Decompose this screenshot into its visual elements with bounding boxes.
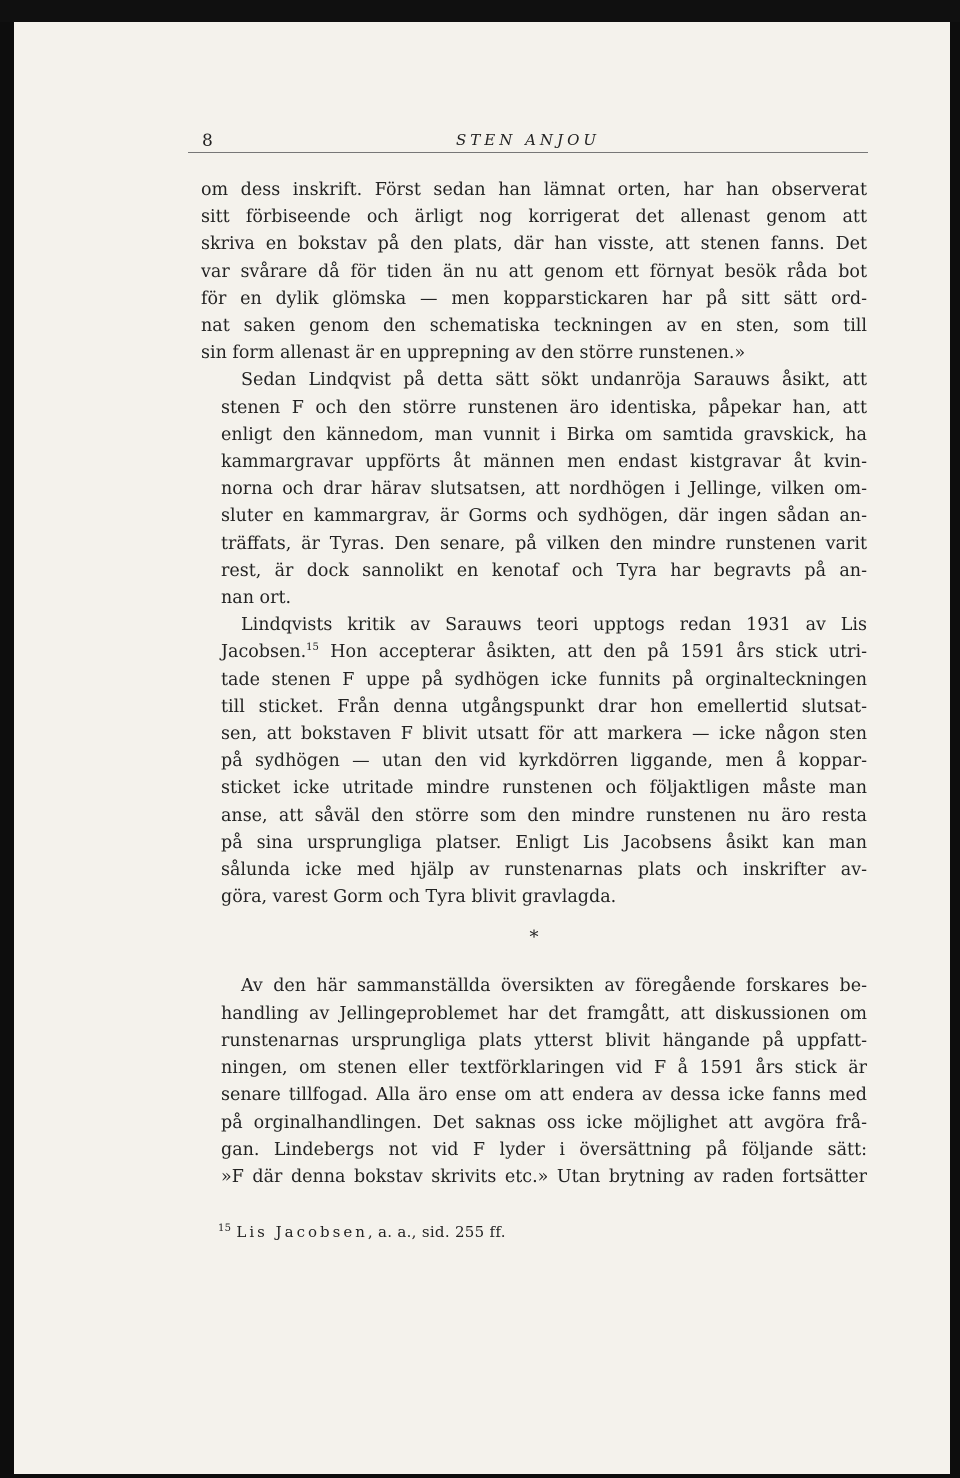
text-line: tade stenen F uppe på sydhögen icke funnits på orginalteckningen: [221, 669, 867, 690]
text-line: senare tillfogad. Alla äro ense om att endera av dessa icke fanns med: [221, 1085, 867, 1106]
text-line: »F där denna bokstav skrivits etc.» Utan brytning av raden fortsätter: [221, 1166, 867, 1187]
section-separator: *: [529, 927, 539, 949]
text-line: sen, att bokstaven F blivit utsatt för att markera — icke någon sten: [221, 724, 867, 745]
text-line: Av den här sammanställda översikten av föregående forskares be-: [241, 976, 867, 997]
paragraph-4: [201, 973, 867, 1191]
running-title: STEN ANJOU: [455, 131, 601, 149]
text-line: gan. Lindebergs not vid F lyder i översättning på följande sätt:: [221, 1139, 867, 1160]
text-line: sitt förbiseende och ärligt nog korrigerat det allenast genom att: [201, 207, 867, 228]
text-line: sin form allenast är en upprepning av den större runstenen.»: [201, 343, 746, 364]
footnote-citation: , a. a., sid. 255 ff.: [367, 1223, 506, 1241]
text-line: handling av Jellingeproblemet har det framgått, att diskussionen om: [221, 1003, 867, 1024]
text-line: nan ort.: [221, 588, 292, 609]
footnote: [218, 1223, 506, 1241]
page-header: [188, 128, 868, 153]
text-line: stenen F och den större runstenen äro identiska, påpekar han, att: [221, 397, 867, 418]
body-text: [201, 177, 867, 1191]
text-fragment: Hon accepterar åsikten, att den på 1591 års stick utri-: [330, 642, 867, 663]
text-line: på orginalhandlingen. Det saknas oss icke möjlighet att avgöra frå-: [221, 1112, 867, 1133]
footnote-ref[interactable]: 15: [306, 642, 319, 654]
text-line: ningen, om stenen eller textförklaringen vid F å 1591 års stick är: [221, 1058, 867, 1079]
text-line: enligt den kännedom, man vunnit i Birka om samtida gravskick, ha: [221, 424, 867, 445]
text-line: nat saken genom den schematiska teckningen av en sten, som till: [201, 316, 867, 337]
text-line: Lindqvists kritik av Sarauws teori upptogs redan 1931 av Lis: [241, 615, 867, 636]
text-line: för en dylik glömska — men kopparstickaren har på sitt sätt ord-: [201, 288, 867, 309]
text-line: på sydhögen — utan den vid kyrkdörren liggande, men å koppar-: [221, 751, 867, 772]
text-line: sålunda icke med hjälp av runstenarnas plats och inskrifter av-: [221, 860, 867, 881]
paragraph-3: [201, 612, 867, 911]
text-fragment: Jacobsen.: [221, 642, 307, 663]
paragraph-2: [201, 367, 867, 612]
scan-border: [0, 0, 960, 22]
text-line: skriva en bokstav på den plats, där han visste, att stenen fanns. Det: [201, 234, 867, 255]
text-line: göra, varest Gorm och Tyra blivit gravlagda.: [221, 887, 617, 908]
page-number: 8: [202, 131, 213, 151]
footnote-number: 15: [218, 1223, 232, 1234]
text-line: rest, är dock sannolikt en kenotaf och Tyra har begravts på an-: [221, 560, 867, 581]
text-line: till sticket. Från denna utgångspunkt drar hon emellertid slutsat-: [221, 696, 867, 717]
paragraph-1: [201, 177, 867, 367]
text-line: var svårare då för tiden än nu att genom ett förnyat besök råda bot: [201, 261, 867, 282]
footnote-author: Lis Jacobsen: [236, 1223, 368, 1241]
text-line: om dess inskrift. Först sedan han lämnat orten, har han observerat: [201, 180, 867, 200]
text-line: runstenarnas ursprungliga plats ytterst blivit hängande på uppfatt-: [221, 1030, 867, 1051]
text-line: kammargravar uppförts åt männen men endast kistgravar åt kvin-: [221, 452, 867, 473]
text-line: sluter en kammargrav, är Gorms och sydhögen, där ingen sådan an-: [221, 506, 867, 527]
text-line: träffats, är Tyras. Den senare, på vilken den mindre runstenen varit: [221, 533, 867, 554]
text-line: [201, 639, 867, 666]
text-line: anse, att såväl den större som den mindre runstenen nu äro resta: [221, 805, 867, 826]
text-line: norna och drar härav slutsatsen, att nordhögen i Jellinge, vilken om-: [221, 479, 867, 500]
text-line: Sedan Lindqvist på detta sätt sökt undanröja Sarauws åsikt, att: [241, 370, 867, 391]
text-line: på sina ursprungliga platser. Enligt Lis Jacobsens åsikt kan man: [221, 832, 867, 853]
text-line: sticket icke utritade mindre runstenen och följaktligen måste man: [221, 778, 867, 799]
